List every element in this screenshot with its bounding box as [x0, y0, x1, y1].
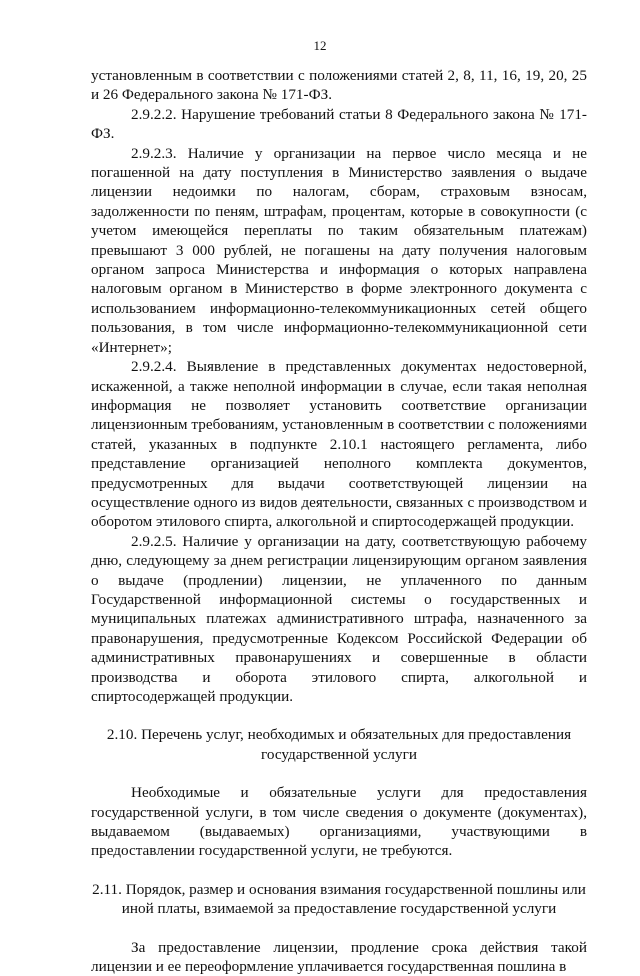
- page-number: 12: [313, 38, 327, 53]
- paragraph-2-10-body: Необходимые и обязательные услуги для предоставления государственной услуги, в том числе сведения о документе (документах), выдаваемом (выдаваемых) организациями, участвующими в предоставлении государственной услуги, не требуются.: [91, 784, 587, 860]
- paragraph-2-9-2-4: 2.9.2.4. Выявление в представленных документах недостоверной, искаженной, а также неполной информации в случае, если такая неполная информация не позволяет установить соответствие организации лицензионным требованиям, установленным в соответствии с положениями статей, указанных в подпункте 2.10.1 настоящего регламента, либо представление организацией неполного комплекта документов, предусмотренных для выдачи соответствующей лицензии на осуществление одного из видов деятельности, связанных с производством и оборотом этилового спирта, алкогольной и спиртосодержащей продукции.: [91, 358, 587, 531]
- paragraph-2-9-2-5: 2.9.2.5. Наличие у организации на дату, соответствующую рабочему дню, следующему за днем регистрации лицензирующим органом заявления о выдаче (продлении) лицензии, не уплаченного по данным Государственной информационной системы о государственных и муниципальных платежах административного штрафа, назначенного за правонарушения, предусмотренные Кодексом Российской Федерации об административных правонарушениях и совершенные в области производства и оборота этилового спирта, алкогольной и спиртосодержащей продукции.: [91, 532, 587, 705]
- paragraph-2-11-body: За предоставление лицензии, продление срока действия такой лицензии и ее переоформление уплачивается государственная пошлина в: [91, 938, 587, 976]
- section-heading-2-11: 2.11. Порядок, размер и основания взимания государственной пошлины или иной платы, взимаемой за предоставление государственной услуги: [92, 880, 586, 918]
- section-heading-2-10: 2.10. Перечень услуг, необходимых и обязательных для предоставления государственной услуги: [106, 726, 572, 763]
- paragraph-continuation: установленным в соответствии с положениями статей 2, 8, 11, 16, 19, 20, 25 и 26 Федерального закона № 171-ФЗ.: [91, 67, 587, 104]
- document-body: [91, 66, 587, 976]
- paragraph-2-9-2-2: 2.9.2.2. Нарушение требований статьи 8 Федерального закона № 171-ФЗ.: [91, 105, 587, 143]
- paragraph-2-9-2-3: 2.9.2.3. Наличие у организации на первое число месяца и не погашенной на дату поступления в Министерство заявления о выдаче лицензии недоимки по налогам, сборам, страховым взносам, задолженности по пеням, штрафам, процентам, которые в совокупности (с учетом имеющейся переплаты по таким обязательным платежам) превышают 3 000 рублей, не погашены на дату получения налоговым органом запроса Министерства и информация о которых направлена налоговым органом в Министерство в форме электронного документа с использованием информационно-телекоммуникационных сетей общего пользования, в том числе информационно-телекоммуникационной сети «Интернет»;: [91, 144, 587, 356]
